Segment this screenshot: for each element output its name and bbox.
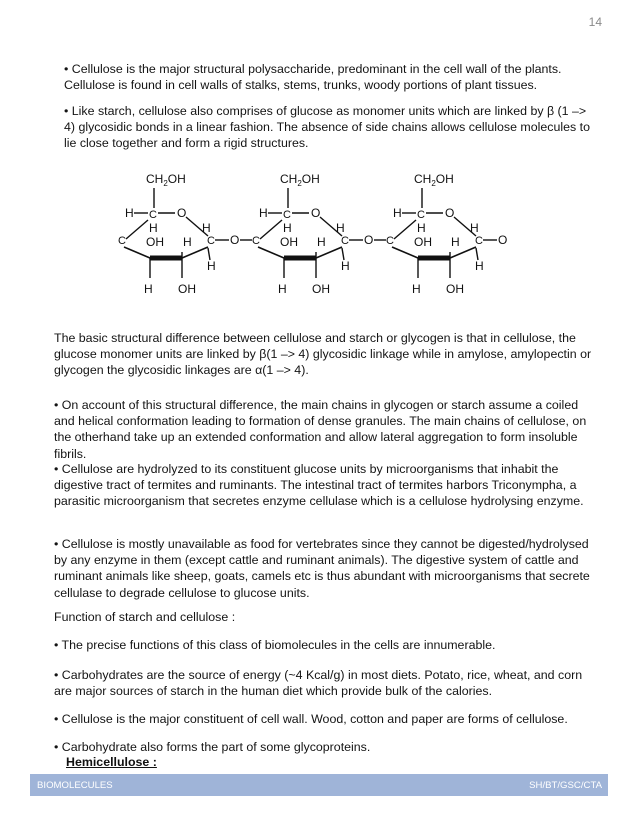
- hydrogen-label: H: [336, 221, 345, 235]
- ring-oxygen-label: O: [311, 206, 321, 220]
- ch2oh-label: $CH_2OH$: [414, 172, 454, 188]
- glucose-units: [118, 172, 507, 296]
- footer-right-label: SH/BT/GSC/CTA: [529, 780, 602, 791]
- hydrogen-label: H: [149, 221, 158, 235]
- bond: [394, 220, 416, 239]
- hydroxyl-label: OH: [446, 282, 464, 296]
- paragraph-function-title: Function of starch and cellulose :: [54, 610, 236, 624]
- paragraph-energy: • Carbohydrates are the source of energy (~4 Kcal/g) in most diets. Potato, rice, wheat, and corn are major sources of starch in the human diet which provide bulk of the calories.: [54, 668, 583, 699]
- hydrogen-label: H: [207, 259, 216, 273]
- hydrogen-label: H: [283, 221, 292, 235]
- hydrogen-label: H: [470, 221, 479, 235]
- paragraph-hydrolysis: • Cellulose are hydrolyzed to its constituent glucose units by microorganisms that inhabit the digestive tract of termites and ruminants. The intestinal tract of termites harbors Triconympha, a parasitic microorganism that secretes enzyme cellulase which is a cellulose hydrolysing enzyme.: [54, 462, 584, 509]
- paragraph-conformation: • On account of this structural difference, the main chains in glycogen or starch assume a coiled and helical conformation leading to formation of dense granules. The main chains of cellulose, on the otherhand take up an extended conformation and allow lateral aggregation to form insoluble fibrils.: [54, 398, 587, 461]
- ring-oxygen-label: O: [445, 206, 455, 220]
- ch2oh-label: $CH_2OH$: [280, 172, 320, 188]
- cellulose-structure-diagram: [98, 168, 518, 300]
- hydrogen-label: H: [259, 206, 268, 220]
- heading-hemicellulose: Hemicellulose :: [66, 755, 157, 769]
- paragraph-functions: • The precise functions of this class of biomolecules in the cells are innumerable.: [54, 638, 496, 652]
- hydroxyl-label: OH: [146, 235, 164, 249]
- hydrogen-label: H: [451, 235, 460, 249]
- hydrogen-label: H: [393, 206, 402, 220]
- paragraph-beta-linkage: • Like starch, cellulose also comprises of glucose as monomer units which are linked by β (1 –> 4) glycosidic bonds in a linear fashion. The absence of side chains allows cellulose molecules to lie close together and form a rigid structures.: [64, 104, 590, 151]
- bond: [126, 220, 148, 239]
- glycosidic-oxygen-label: O: [230, 233, 240, 247]
- ring-carbon-label: C: [341, 235, 349, 247]
- hydrogen-label: H: [183, 235, 192, 249]
- ring-carbon-label: C: [283, 209, 291, 221]
- ring-carbon-label: C: [475, 235, 483, 247]
- ch2oh-label: $CH_2OH$: [146, 172, 186, 188]
- paragraph-glycoproteins: • Carbohydrate also forms the part of some glycoproteins.: [54, 740, 371, 754]
- ring-carbon-label: C: [417, 209, 425, 221]
- hydrogen-label: H: [341, 259, 350, 273]
- hydrogen-label: H: [417, 221, 426, 235]
- paragraph-vertebrates: • Cellulose is mostly unavailable as food for vertebrates since they cannot be digested/hydrolysed by any enzyme in them (except cattle and ruminant animals). The digestive system of cattle and ruminant animals like sheep, goats, camels etc is thus abundant with microorganisms that secrete cellulase to degrade cellulose to glucose units.: [54, 537, 590, 600]
- hydrogen-label: H: [125, 206, 134, 220]
- glycosidic-oxygen-label: O: [364, 233, 374, 247]
- hydrogen-label: H: [144, 282, 153, 296]
- hydroxyl-label: OH: [280, 235, 298, 249]
- glycosidic-oxygen-label: O: [498, 233, 508, 247]
- footer-left-label: BIOMOLECULES: [37, 780, 113, 791]
- hydrogen-label: H: [475, 259, 484, 273]
- ring-oxygen-label: O: [177, 206, 187, 220]
- footer-bar: [30, 774, 608, 796]
- ring-carbon-label: C: [386, 235, 394, 247]
- hydrogen-label: H: [278, 282, 287, 296]
- ring-carbon-label: C: [252, 235, 260, 247]
- ring-carbon-label: C: [207, 235, 215, 247]
- ring-carbon-label: C: [149, 209, 157, 221]
- hydroxyl-label: OH: [414, 235, 432, 249]
- ring-carbon-label: C: [118, 235, 126, 247]
- page-number: 14: [588, 15, 602, 29]
- hydrogen-label: H: [317, 235, 326, 249]
- hydrogen-label: H: [412, 282, 421, 296]
- hydroxyl-label: OH: [178, 282, 196, 296]
- hydrogen-label: H: [202, 221, 211, 235]
- paragraph-cell-wall: • Cellulose is the major constituent of cell wall. Wood, cotton and paper are forms of cellulose.: [54, 712, 568, 726]
- bond: [260, 220, 282, 239]
- paragraph-cellulose-intro: • Cellulose is the major structural polysaccharide, predominant in the cell wall of the plants. Cellulose is found in cell walls of stalks, stems, trunks, woody portions of plant tissues.: [64, 62, 562, 93]
- hydroxyl-label: OH: [312, 282, 330, 296]
- paragraph-structural-difference: The basic structural difference between cellulose and starch or glycogen is that in cellulose, the glucose monomer units are linked by β(1 –> 4) glycosidic linkage while in amylose, amylopectin or glycogen the glycosidic linkages are α(1 –> 4).: [54, 331, 592, 378]
